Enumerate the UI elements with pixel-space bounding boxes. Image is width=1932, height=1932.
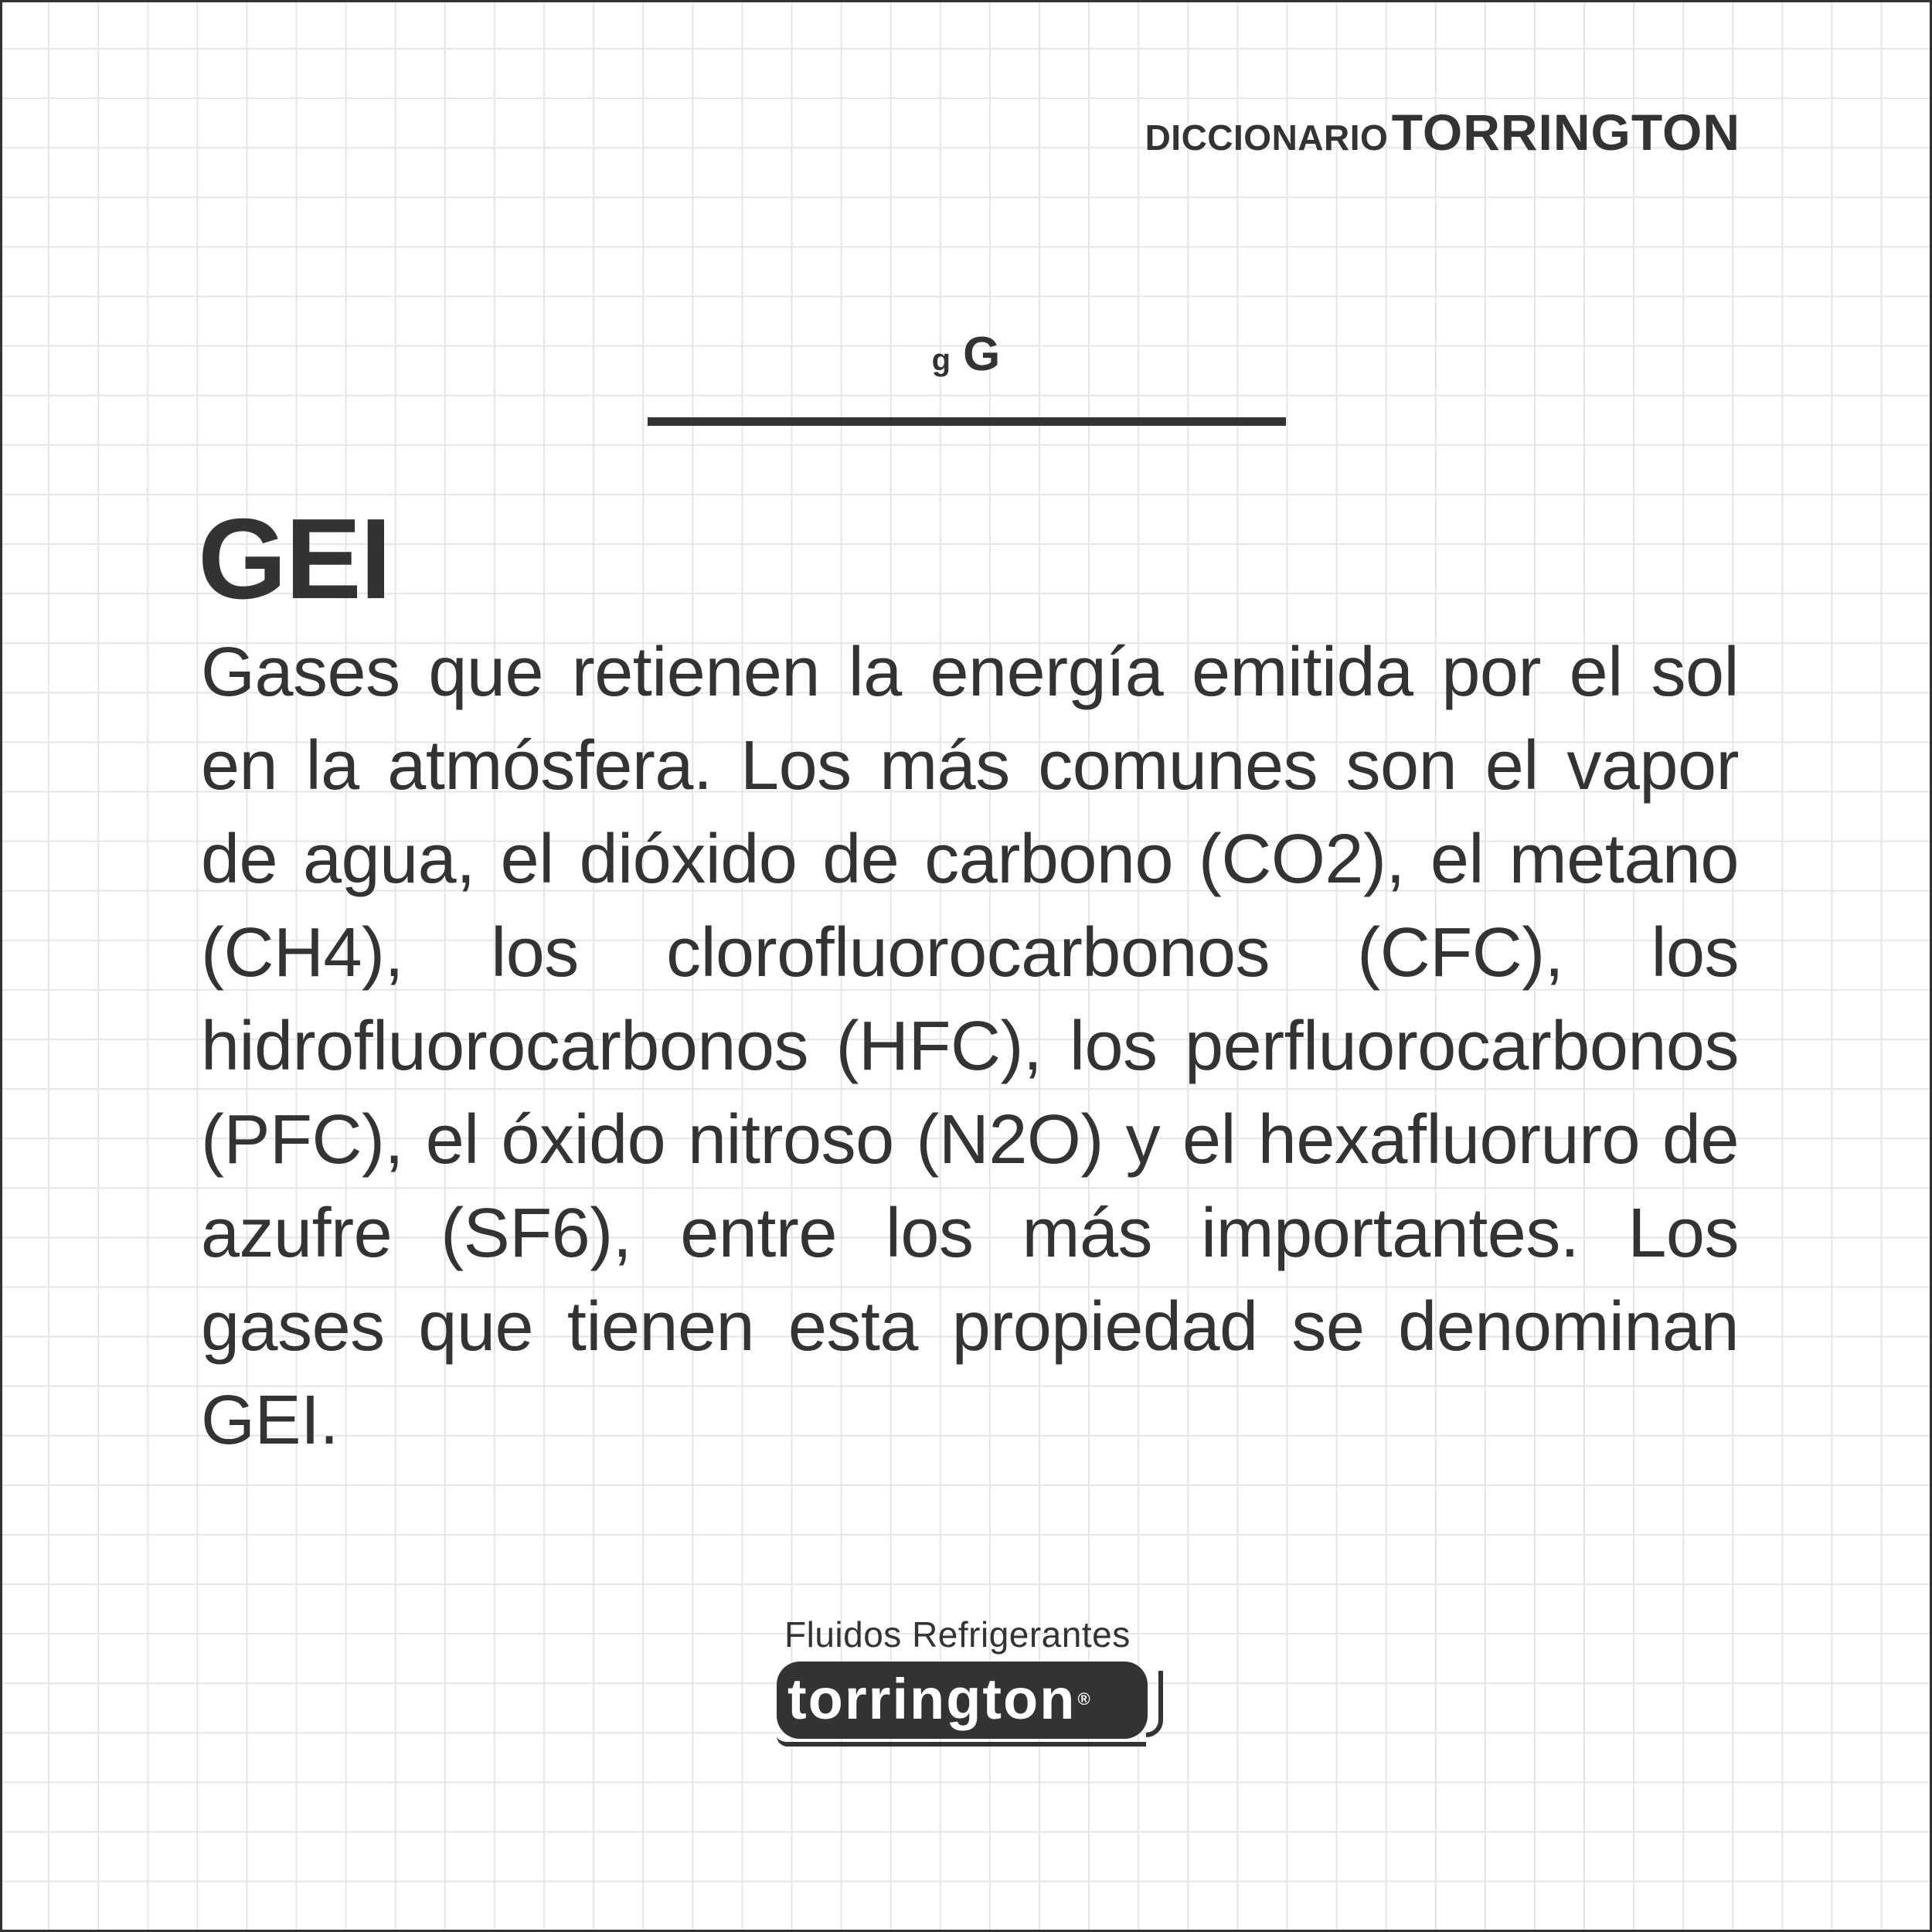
logo-wordmark [787, 1665, 1092, 1734]
entry-term: GEI [198, 495, 390, 623]
section-letter [0, 328, 1932, 381]
section-letter-upper: G [963, 328, 1001, 381]
torrington-logo [769, 1614, 1163, 1756]
section-divider [648, 417, 1286, 426]
section-letter-lower: g [931, 343, 951, 377]
logo-swoosh-bottom [777, 1731, 1146, 1747]
entry-definition: Gases que retienen la energía emitida por el sol en la atmósfera. Los más comunes son el vapor de agua, el dióxido de carbono (CO2), el metano (CH4), los clorofluorocarbonos (CFC), los hidrofluorocarbonos (HFC), los perfluorocarbonos (PFC), el óxido nitroso (N2O) y el hexafluoruro de azufre (SF6), entre los más importantes. Los gases que tienen esta propiedad se denominan GEI. [201, 634, 1739, 1459]
logo-wordmark-text: torrington [787, 1667, 1077, 1731]
dictionary-header [1145, 104, 1740, 161]
logo-swoosh [1146, 1671, 1163, 1737]
registered-mark: ® [1077, 1689, 1092, 1709]
header-label-small: DICCIONARIO [1145, 117, 1389, 158]
header-label-big: TORRINGTON [1391, 104, 1740, 161]
logo-caption: Fluidos Refrigerantes [784, 1614, 1131, 1655]
